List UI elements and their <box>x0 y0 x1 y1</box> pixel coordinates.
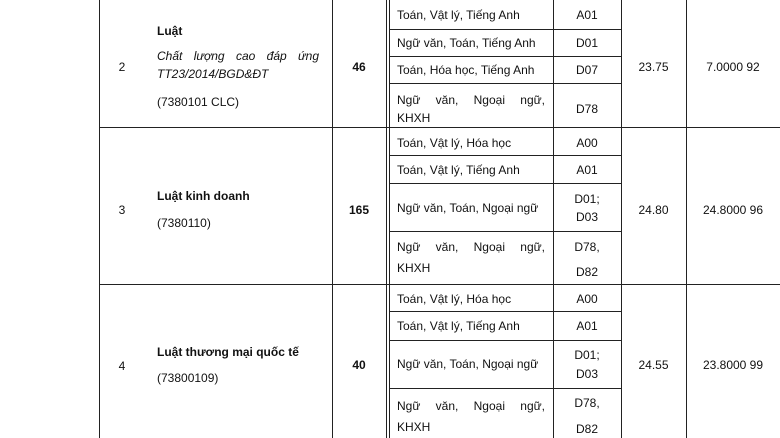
block-code: D82 <box>575 265 598 279</box>
subrow-separator <box>389 29 621 30</box>
stt-cell: 4 <box>118 359 126 373</box>
score-cell: 23.8000 99 <box>702 358 764 372</box>
row-separator <box>99 127 780 128</box>
subrow-separator <box>389 183 621 184</box>
block-code: A01 <box>576 163 598 177</box>
program-note: Chất lượng cao đáp ứng <box>157 49 319 63</box>
subject-combo: Toán, Vật lý, Hóa học <box>397 292 512 306</box>
block-code: D82 <box>575 422 598 436</box>
block-code: D07 <box>575 63 598 77</box>
subject-combo: KHXH <box>397 261 431 275</box>
subject-combo: KHXH <box>397 420 431 434</box>
subrow-separator <box>389 388 621 389</box>
subject-combo: Ngữ văn, Toán, Ngoại ngữ <box>397 357 539 371</box>
subrow-separator <box>389 56 621 57</box>
block-code: A00 <box>576 292 598 306</box>
quota-cell: 46 <box>352 60 366 74</box>
program-note: TT23/2014/BGD&ĐT <box>157 67 269 81</box>
score-cell: 23.75 <box>638 60 669 74</box>
program-code: (7380110) <box>157 216 211 230</box>
subrow-separator <box>389 340 621 341</box>
block-code: D78, <box>574 240 600 254</box>
row-separator <box>99 284 780 285</box>
stt-cell: 2 <box>118 60 126 74</box>
quota-cell: 165 <box>348 203 370 217</box>
program-code: (7380101 CLC) <box>157 95 240 109</box>
score-cell: 24.80 <box>638 203 669 217</box>
block-code: D01; <box>574 192 600 206</box>
block-code: A01 <box>576 8 598 22</box>
grid-line-v <box>386 0 387 438</box>
score-cell: 24.55 <box>638 358 669 372</box>
subrow-separator <box>389 231 621 232</box>
program-name: Luật kinh doanh <box>157 189 250 203</box>
grid-line-v <box>389 0 390 438</box>
subrow-separator <box>389 155 621 156</box>
subject-combo: Toán, Vật lý, Tiếng Anh <box>397 8 520 22</box>
subrow-separator <box>389 311 621 312</box>
subject-combo: Ngữ văn, Ngoại ngữ, <box>397 399 545 413</box>
program-name: Luật thương mại quốc tế <box>157 345 299 359</box>
score-cell: 7.0000 92 <box>706 60 760 74</box>
subject-combo: Toán, Vật lý, Tiếng Anh <box>397 163 520 177</box>
subject-combo: Toán, Vật lý, Tiếng Anh <box>397 319 520 333</box>
subrow-separator <box>389 83 621 84</box>
subject-combo: Ngữ văn, Toán, Ngoại ngữ <box>397 201 539 215</box>
block-code: D03 <box>575 210 598 224</box>
subject-combo: Ngữ văn, Ngoại ngữ, <box>397 240 545 254</box>
subject-combo: Ngữ văn, Toán, Tiếng Anh <box>397 36 536 50</box>
block-code: D01 <box>575 36 598 50</box>
subject-combo: Toán, Vật lý, Hóa học <box>397 136 512 150</box>
program-name: Luật <box>157 24 183 38</box>
subject-combo: KHXH <box>397 111 431 125</box>
program-code: (73800109) <box>157 371 219 385</box>
stt-cell: 3 <box>118 203 126 217</box>
block-code: D01; <box>574 348 600 362</box>
quota-cell: 40 <box>352 358 366 372</box>
block-code: A01 <box>576 319 598 333</box>
block-code: D78, <box>574 396 600 410</box>
block-code: D78 <box>575 102 598 116</box>
score-cell: 24.8000 96 <box>702 203 764 217</box>
block-code: A00 <box>576 136 598 150</box>
block-code: D03 <box>575 367 598 381</box>
subject-combo: Ngữ văn, Ngoại ngữ, <box>397 93 545 107</box>
subject-combo: Toán, Hóa học, Tiếng Anh <box>397 63 535 77</box>
